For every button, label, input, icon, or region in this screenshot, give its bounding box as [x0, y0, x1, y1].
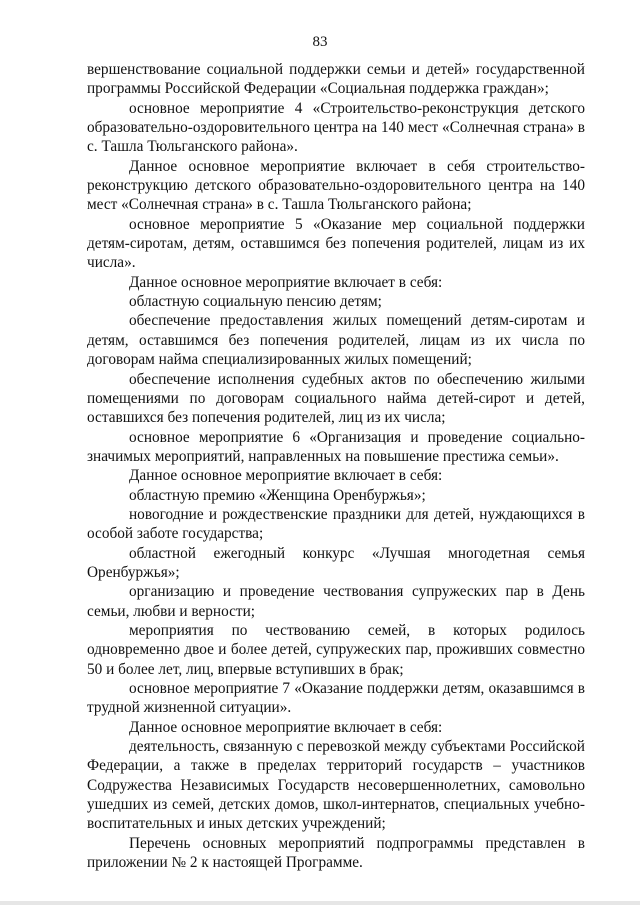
page-bottom-edge — [0, 901, 640, 905]
paragraph-measure-6-includes: Данное основное мероприятие включает в себя: — [129, 467, 443, 485]
document-body — [87, 60, 585, 872]
paragraph-housing-provision: обеспечение предоставления жилых помещений детям-сиротам и детям, оставшимся без попечения родителей, лицам из их числа по договорам найма специализированных жилых помещений; — [87, 312, 585, 369]
paragraph-measure-7: основное мероприятие 7 «Оказание поддержки детям, оказавшимся в трудной жизненной ситуации». — [87, 680, 585, 717]
paragraph-measure-4-scope: Данное основное мероприятие включает в себя строительство-реконструкцию детского образовательно-оздоровительного центра на 140 мест «Солнечная страна» в с. Ташла Тюльганского района; — [87, 157, 585, 214]
paragraph-holidays: новогодние и рождественские праздники для детей, нуждающихся в особой заботе государства; — [87, 505, 585, 543]
paragraph-family-honoring: мероприятия по чествованию семей, в которых родилось одновременно двое и более детей, супружеских пар, проживших совместно 50 и более лет, лиц, впервые вступивших в брак; — [87, 621, 585, 678]
paragraph-women-award: областную премию «Женщина Оренбуржья»; — [129, 486, 426, 504]
paragraph-continuation: вершенствование социальной поддержки семьи и детей» государственной программы Российской Федерации «Социальная поддержка граждан»; — [87, 61, 585, 98]
paragraph-measure-5: основное мероприятие 5 «Оказание мер социальной поддержки детям-сиротам, детям, оставшимся без попечения родителей, лицам из их числа». — [87, 215, 585, 272]
paragraph-measure-7-includes: Данное основное мероприятие включает в себя: — [129, 718, 443, 736]
paragraph-family-day: организацию и проведение чествования супружеских пар в День семьи, любви и верности; — [87, 583, 585, 620]
paragraph-transportation: деятельность, связанную с перевозкой между субъектами Российской Федерации, а также в пределах территорий государств – участников Содружества Независимых Государств несовершеннолетних, самовольно ушедших из семей, детских домов, школ-интернатов, специальных учебно-воспитательных и иных детских учреждений; — [87, 738, 585, 833]
paragraph-appendix-reference: Перечень основных мероприятий подпрограммы представлен в приложении № 2 к настоящей Программе. — [87, 834, 585, 872]
page-number: 83 — [312, 34, 328, 50]
paragraph-court-acts: обеспечение исполнения судебных актов по обеспечению жилыми помещениями по договорам социального найма детей-сирот и детей, оставшихся без попечения родителей, лиц из их числа; — [87, 370, 585, 427]
paragraph-family-contest: областной ежегодный конкурс «Лучшая многодетная семья Оренбуржья»; — [87, 544, 585, 581]
paragraph-measure-5-includes: Данное основное мероприятие включает в себя: — [129, 273, 443, 291]
paragraph-measure-6: основное мероприятие 6 «Организация и проведение социально-значимых мероприятий, направленных на повышение престижа семьи». — [87, 428, 585, 465]
paragraph-social-pension: областную социальную пенсию детям; — [129, 293, 382, 311]
paragraph-measure-4: основное мероприятие 4 «Строительство-реконструкция детского образовательно-оздоровительного центра на 140 мест «Солнечная страна» в с. Ташла Тюльганского района». — [87, 99, 585, 156]
